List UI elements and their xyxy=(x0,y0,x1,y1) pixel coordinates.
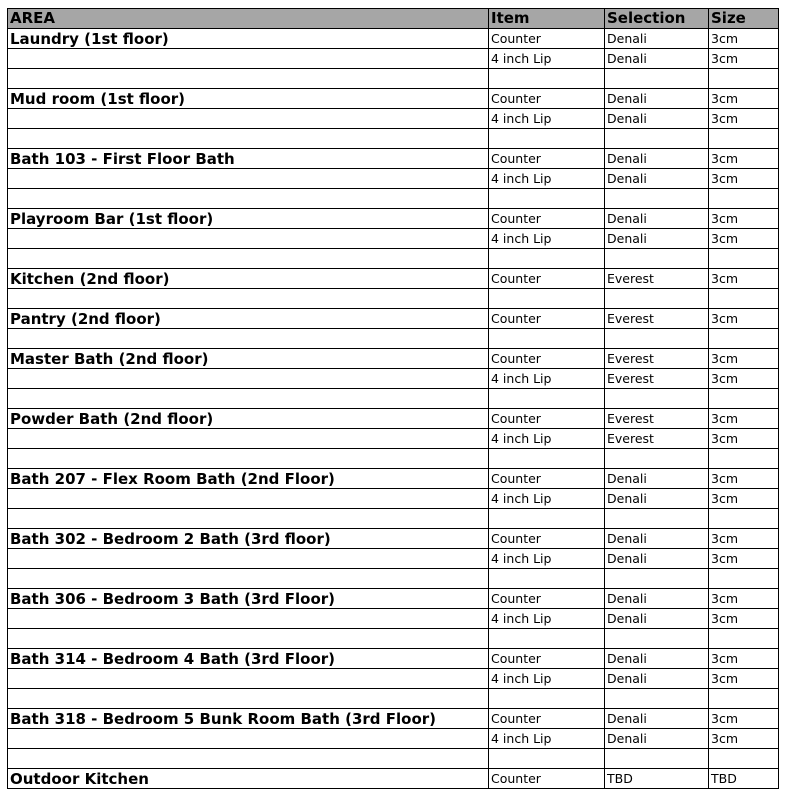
table-row xyxy=(8,729,779,749)
selections-table xyxy=(7,8,779,789)
empty-cell[interactable] xyxy=(709,689,779,709)
empty-cell[interactable] xyxy=(489,629,605,649)
empty-cell[interactable] xyxy=(8,509,489,529)
size-cell[interactable]: 3cm xyxy=(709,89,779,109)
empty-cell[interactable] xyxy=(8,69,489,89)
item-cell[interactable]: Counter xyxy=(489,89,605,109)
size-cell[interactable]: 3cm xyxy=(709,109,779,129)
spacer-row xyxy=(8,749,779,769)
spacer-row xyxy=(8,69,779,89)
area-cell[interactable]: Mud room (1st floor) xyxy=(8,89,489,109)
table-row xyxy=(8,109,779,129)
empty-cell[interactable] xyxy=(489,569,605,589)
area-cell[interactable]: Bath 103 - First Floor Bath xyxy=(8,149,489,169)
table-row xyxy=(8,369,779,389)
empty-cell[interactable] xyxy=(709,69,779,89)
empty-cell[interactable] xyxy=(489,329,605,349)
area-cell[interactable]: Kitchen (2nd floor) xyxy=(8,269,489,289)
area-cell[interactable]: Playroom Bar (1st floor) xyxy=(8,209,489,229)
empty-cell[interactable] xyxy=(605,629,709,649)
item-cell[interactable]: Counter xyxy=(489,409,605,429)
area-cell[interactable]: Pantry (2nd floor) xyxy=(8,309,489,329)
table-row xyxy=(8,429,779,449)
table-row xyxy=(8,489,779,509)
empty-cell[interactable] xyxy=(8,629,489,649)
size-cell[interactable]: 3cm xyxy=(709,29,779,49)
item-cell[interactable]: Counter xyxy=(489,769,605,789)
empty-cell[interactable] xyxy=(489,129,605,149)
item-cell[interactable]: Counter xyxy=(489,349,605,369)
selection-cell[interactable]: Denali xyxy=(605,29,709,49)
size-cell[interactable]: 3cm xyxy=(709,149,779,169)
empty-cell[interactable] xyxy=(709,569,779,589)
size-cell[interactable]: 3cm xyxy=(709,489,779,509)
size-cell[interactable]: 3cm xyxy=(709,169,779,189)
table-row xyxy=(8,609,779,629)
item-cell[interactable]: 4 inch Lip xyxy=(489,49,605,69)
selection-cell[interactable]: Everest xyxy=(605,309,709,329)
selection-cell[interactable]: Denali xyxy=(605,529,709,549)
size-cell[interactable]: 3cm xyxy=(709,429,779,449)
empty-cell[interactable] xyxy=(8,669,489,689)
table-row xyxy=(8,269,779,289)
size-cell[interactable]: 3cm xyxy=(709,269,779,289)
header-selection[interactable]: Selection xyxy=(605,9,709,29)
size-cell[interactable]: 3cm xyxy=(709,549,779,569)
selection-cell[interactable]: Denali xyxy=(605,49,709,69)
selection-cell[interactable]: TBD xyxy=(605,769,709,789)
table-body xyxy=(8,29,779,789)
empty-cell[interactable] xyxy=(605,509,709,529)
empty-cell[interactable] xyxy=(605,69,709,89)
item-cell[interactable]: Counter xyxy=(489,269,605,289)
empty-cell[interactable] xyxy=(605,389,709,409)
header-area[interactable]: AREA xyxy=(8,9,489,29)
empty-cell[interactable] xyxy=(709,509,779,529)
selection-cell[interactable]: Denali xyxy=(605,549,709,569)
selection-cell[interactable]: Denali xyxy=(605,709,709,729)
spacer-row xyxy=(8,289,779,309)
size-cell[interactable]: 3cm xyxy=(709,609,779,629)
selection-cell[interactable]: Denali xyxy=(605,209,709,229)
selection-cell[interactable]: Denali xyxy=(605,609,709,629)
table-row xyxy=(8,29,779,49)
empty-cell[interactable] xyxy=(605,749,709,769)
empty-cell[interactable] xyxy=(8,169,489,189)
empty-cell[interactable] xyxy=(605,569,709,589)
table-row xyxy=(8,49,779,69)
table-row xyxy=(8,529,779,549)
item-cell[interactable]: 4 inch Lip xyxy=(489,369,605,389)
empty-cell[interactable] xyxy=(8,109,489,129)
empty-cell[interactable] xyxy=(489,749,605,769)
selection-cell[interactable]: Everest xyxy=(605,409,709,429)
empty-cell[interactable] xyxy=(605,189,709,209)
table-row xyxy=(8,169,779,189)
selection-cell[interactable]: Everest xyxy=(605,429,709,449)
size-cell[interactable]: 3cm xyxy=(709,669,779,689)
empty-cell[interactable] xyxy=(489,509,605,529)
item-cell[interactable]: Counter xyxy=(489,709,605,729)
empty-cell[interactable] xyxy=(605,449,709,469)
size-cell[interactable]: 3cm xyxy=(709,309,779,329)
empty-cell[interactable] xyxy=(709,749,779,769)
area-cell[interactable]: Powder Bath (2nd floor) xyxy=(8,409,489,429)
empty-cell[interactable] xyxy=(709,289,779,309)
size-cell[interactable]: 3cm xyxy=(709,229,779,249)
selection-cell[interactable]: Denali xyxy=(605,469,709,489)
table-row xyxy=(8,769,779,789)
empty-cell[interactable] xyxy=(8,749,489,769)
item-cell[interactable]: 4 inch Lip xyxy=(489,549,605,569)
area-cell[interactable]: Bath 207 - Flex Room Bath (2nd Floor) xyxy=(8,469,489,489)
table-row xyxy=(8,89,779,109)
empty-cell[interactable] xyxy=(709,449,779,469)
selection-cell[interactable]: Denali xyxy=(605,229,709,249)
empty-cell[interactable] xyxy=(8,689,489,709)
size-cell[interactable]: 3cm xyxy=(709,729,779,749)
empty-cell[interactable] xyxy=(8,489,489,509)
header-item[interactable]: Item xyxy=(489,9,605,29)
table-row xyxy=(8,589,779,609)
empty-cell[interactable] xyxy=(605,329,709,349)
area-cell[interactable]: Bath 306 - Bedroom 3 Bath (3rd Floor) xyxy=(8,589,489,609)
empty-cell[interactable] xyxy=(605,689,709,709)
table-row xyxy=(8,709,779,729)
table-row xyxy=(8,229,779,249)
size-cell[interactable]: 3cm xyxy=(709,709,779,729)
empty-cell[interactable] xyxy=(605,129,709,149)
header-size[interactable]: Size xyxy=(709,9,779,29)
item-cell[interactable]: 4 inch Lip xyxy=(489,429,605,449)
size-cell[interactable]: 3cm xyxy=(709,409,779,429)
empty-cell[interactable] xyxy=(8,229,489,249)
selection-cell[interactable]: Denali xyxy=(605,149,709,169)
empty-cell[interactable] xyxy=(709,629,779,649)
empty-cell[interactable] xyxy=(8,429,489,449)
empty-cell[interactable] xyxy=(489,689,605,709)
table-row xyxy=(8,209,779,229)
area-cell[interactable]: Master Bath (2nd floor) xyxy=(8,349,489,369)
empty-cell[interactable] xyxy=(8,389,489,409)
selection-cell[interactable]: Denali xyxy=(605,649,709,669)
area-cell[interactable]: Bath 314 - Bedroom 4 Bath (3rd Floor) xyxy=(8,649,489,669)
item-cell[interactable]: 4 inch Lip xyxy=(489,109,605,129)
item-cell[interactable]: Counter xyxy=(489,469,605,489)
selection-cell[interactable]: Denali xyxy=(605,169,709,189)
size-cell[interactable]: 3cm xyxy=(709,369,779,389)
empty-cell[interactable] xyxy=(709,249,779,269)
table-row xyxy=(8,309,779,329)
empty-cell[interactable] xyxy=(8,449,489,469)
empty-cell[interactable] xyxy=(489,189,605,209)
selection-cell[interactable]: Everest xyxy=(605,269,709,289)
item-cell[interactable]: 4 inch Lip xyxy=(489,169,605,189)
empty-cell[interactable] xyxy=(489,389,605,409)
spacer-row xyxy=(8,129,779,149)
empty-cell[interactable] xyxy=(489,69,605,89)
empty-cell[interactable] xyxy=(489,449,605,469)
header-row xyxy=(8,9,779,29)
table-row xyxy=(8,349,779,369)
empty-cell[interactable] xyxy=(8,729,489,749)
area-cell[interactable]: Laundry (1st floor) xyxy=(8,29,489,49)
empty-cell[interactable] xyxy=(605,249,709,269)
area-cell[interactable]: Bath 318 - Bedroom 5 Bunk Room Bath (3rd Floor) xyxy=(8,709,489,729)
selection-cell[interactable]: Denali xyxy=(605,589,709,609)
item-cell[interactable]: 4 inch Lip xyxy=(489,729,605,749)
empty-cell[interactable] xyxy=(8,369,489,389)
item-cell[interactable]: 4 inch Lip xyxy=(489,229,605,249)
size-cell[interactable]: 3cm xyxy=(709,589,779,609)
spacer-row xyxy=(8,449,779,469)
empty-cell[interactable] xyxy=(709,389,779,409)
selection-cell[interactable]: Everest xyxy=(605,349,709,369)
selection-cell[interactable]: Everest xyxy=(605,369,709,389)
selection-cell[interactable]: Denali xyxy=(605,89,709,109)
item-cell[interactable]: Counter xyxy=(489,149,605,169)
table-row xyxy=(8,469,779,489)
empty-cell[interactable] xyxy=(8,49,489,69)
empty-cell[interactable] xyxy=(8,609,489,629)
size-cell[interactable]: 3cm xyxy=(709,469,779,489)
spacer-row xyxy=(8,569,779,589)
table-row xyxy=(8,649,779,669)
spacer-row xyxy=(8,329,779,349)
size-cell[interactable]: TBD xyxy=(709,769,779,789)
item-cell[interactable]: 4 inch Lip xyxy=(489,609,605,629)
empty-cell[interactable] xyxy=(489,249,605,269)
empty-cell[interactable] xyxy=(709,189,779,209)
selection-cell[interactable]: Denali xyxy=(605,669,709,689)
empty-cell[interactable] xyxy=(709,129,779,149)
selection-cell[interactable]: Denali xyxy=(605,489,709,509)
spacer-row xyxy=(8,629,779,649)
item-cell[interactable]: Counter xyxy=(489,309,605,329)
size-cell[interactable]: 3cm xyxy=(709,349,779,369)
spacer-row xyxy=(8,249,779,269)
empty-cell[interactable] xyxy=(8,129,489,149)
empty-cell[interactable] xyxy=(605,289,709,309)
empty-cell[interactable] xyxy=(8,189,489,209)
item-cell[interactable]: Counter xyxy=(489,29,605,49)
item-cell[interactable]: Counter xyxy=(489,529,605,549)
empty-cell[interactable] xyxy=(8,289,489,309)
spacer-row xyxy=(8,189,779,209)
selection-cell[interactable]: Denali xyxy=(605,729,709,749)
empty-cell[interactable] xyxy=(709,329,779,349)
spacer-row xyxy=(8,689,779,709)
area-cell[interactable]: Outdoor Kitchen xyxy=(8,769,489,789)
empty-cell[interactable] xyxy=(8,329,489,349)
area-cell[interactable]: Bath 302 - Bedroom 2 Bath (3rd floor) xyxy=(8,529,489,549)
spacer-row xyxy=(8,509,779,529)
table-row xyxy=(8,549,779,569)
selection-cell[interactable]: Denali xyxy=(605,109,709,129)
item-cell[interactable]: 4 inch Lip xyxy=(489,489,605,509)
table-row xyxy=(8,409,779,429)
item-cell[interactable]: Counter xyxy=(489,589,605,609)
size-cell[interactable]: 3cm xyxy=(709,649,779,669)
empty-cell[interactable] xyxy=(8,569,489,589)
size-cell[interactable]: 3cm xyxy=(709,49,779,69)
item-cell[interactable]: Counter xyxy=(489,209,605,229)
empty-cell[interactable] xyxy=(489,289,605,309)
table-row xyxy=(8,149,779,169)
empty-cell[interactable] xyxy=(8,549,489,569)
item-cell[interactable]: Counter xyxy=(489,649,605,669)
item-cell[interactable]: 4 inch Lip xyxy=(489,669,605,689)
size-cell[interactable]: 3cm xyxy=(709,529,779,549)
empty-cell[interactable] xyxy=(8,249,489,269)
table-row xyxy=(8,669,779,689)
size-cell[interactable]: 3cm xyxy=(709,209,779,229)
spacer-row xyxy=(8,389,779,409)
